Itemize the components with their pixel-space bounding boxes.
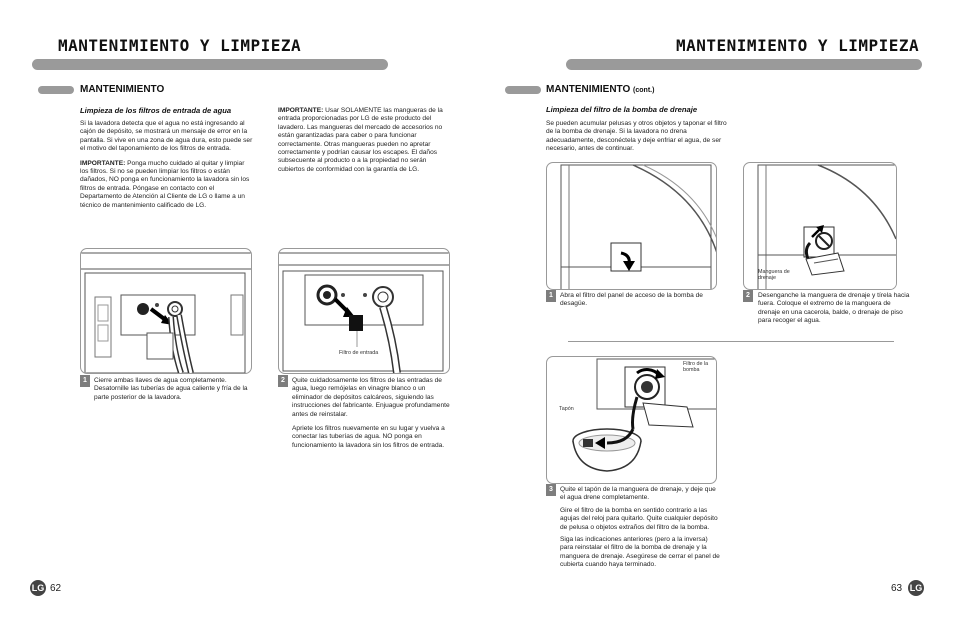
- left-subtitle: Limpieza de los filtros de entrada de agua: [80, 106, 232, 115]
- right-fig3-label-cap: Tapón: [559, 406, 574, 412]
- right-section-text: MANTENIMIENTO: [546, 84, 631, 95]
- figure-pump-filter: [546, 356, 717, 484]
- left-page-title: MANTENIMIENTO Y LIMPIEZA: [58, 36, 302, 55]
- left-column-1: [80, 120, 254, 216]
- right-step-3-text: [560, 486, 720, 576]
- left-step-1-text: Cierre ambas llaves de agua completamente. Desatornille las tuberías de agua caliente y fría de la parte posterior de la lavadora.: [94, 377, 248, 401]
- right-page-number: 63: [891, 583, 903, 594]
- figure-drain-hose: [743, 162, 897, 290]
- left-paragraph-3-text: Usar SOLAMENTE las mangueras de la entrada proporcionadas por LG de este producto del lavadero. Las mangueras del mercado de accesorios no están garantizadas para caber o para funcionar correctamente. Otras mangueras pueden no apretar correctamente y podrían causar los escapes. El daños subsecuente al producto o a la propiedad no serán cubiertos de conformidad con la garantía de LG.: [278, 107, 443, 173]
- left-paragraph-3: [278, 107, 450, 174]
- right-step-2-number: 2: [743, 290, 753, 302]
- washer-back-illustration: [81, 249, 251, 373]
- left-section-marker: [38, 86, 74, 94]
- lg-logo-left: LG: [30, 580, 46, 596]
- right-step-3-para-1: Quite el tapón de la manguera de drenaje, y deje que el agua drene completamente.: [560, 486, 716, 502]
- pump-filter-illustration: [547, 357, 716, 483]
- right-step-2-text: Desenganche la manguera de drenaje y tírela hacia fuera. Coloque el extremo de la manguera de drenaje en una cacerola, balde, o drenaje de piso para recoger el agua.: [758, 292, 910, 325]
- right-section-heading: [546, 84, 654, 95]
- left-column-2: [278, 107, 450, 180]
- right-step-1-text: Abra el filtro del panel de acceso de la bomba de desagüe.: [560, 292, 703, 308]
- figure-access-panel: [546, 162, 717, 290]
- left-important-label-1: IMPORTANTE:: [80, 159, 126, 167]
- right-step-3-number: 3: [546, 484, 556, 496]
- lg-logo-right: LG: [908, 580, 924, 596]
- right-step-3-para-2: Gire el filtro de la bomba en sentido contrario a las agujas del reloj para quitarlo. Quite cualquier depósito de pelusa o objetos extraños del filtro de la bomba.: [560, 506, 718, 531]
- right-page-title: MANTENIMIENTO Y LIMPIEZA: [676, 36, 920, 55]
- right-step-3-para-3: Siga las indicaciones anteriores (pero a la inversa) para reinstalar el filtro de la bomba de drenaje y la manguera de drenaje. Asegúrese de cerrar el panel de cubierta cuando haya terminado.: [560, 536, 720, 569]
- right-paragraph-1: Se pueden acumular pelusas y otros objetos y taponar el filtro de la bomba de drenaje. Si la lavadora no drena adecuadamente, desconéctela y deje enfriar el agua, de ser necesario, antes de continuar.: [546, 120, 727, 153]
- left-section-heading: MANTENIMIENTO: [80, 84, 165, 95]
- access-panel-illustration: [547, 163, 716, 289]
- right-section-marker: [505, 86, 541, 94]
- left-fig2-label: Filtro de entrada: [339, 350, 379, 356]
- left-title-bar: [32, 59, 388, 70]
- left-step-1-number: 1: [80, 375, 90, 387]
- right-fig2-label: Manguera de drenaje: [758, 269, 790, 282]
- left-paragraph-2: [80, 160, 254, 210]
- right-step-1-number: 1: [546, 290, 556, 302]
- left-step-2-number: 2: [278, 375, 288, 387]
- left-important-label-2: IMPORTANTE:: [278, 107, 324, 114]
- left-step-2-para-1: Quite cuidadosamente los filtros de las entradas de agua, luego remójelas en vinagre blanco o un eliminador de depósitos calcáreos, siguiendo las instrucciones del fabricante. Enjuague profundamente antes de reinstalar.: [292, 377, 450, 418]
- figure-inlet-valves: [80, 248, 252, 374]
- left-paragraph-1: Si la lavadora detecta que el agua no está ingresando al cajón de depósito, se mostrará un mensaje de error en la pantalla. Si vive en una zona de agua dura, esto puede ser el motivo del taponamiento de los filtros de entrada.: [80, 120, 253, 153]
- right-section-cont: (cont.): [633, 87, 655, 94]
- left-step-2-para-2: Apriete los filtros nuevamente en su lugar y vuelva a conectar las tuberías de agua. NO ponga en funcionamiento la lavadora sin los filtros de entrada.: [292, 425, 445, 449]
- right-fig3-label-filter: Filtro de la bomba: [683, 361, 709, 374]
- right-title-bar: [566, 59, 922, 70]
- right-divider: [568, 341, 894, 342]
- figure-inlet-filter: [278, 248, 450, 374]
- right-subtitle: Limpieza del filtro de la bomba de drenaje: [546, 105, 698, 114]
- left-paragraph-2-text: Ponga mucho cuidado al quitar y limpiar los filtros. Si no se pueden limpiar los filtros o están dañados, NO ponga en funcionamiento la lavadora sin los filtros de entrada. Póngase en contacto con el Departamento de Atención al Cliente de LG o llame a un técnico de mantenimiento calificado de LG.: [80, 159, 250, 209]
- left-page-number: 62: [50, 583, 62, 594]
- left-step-2-text: [292, 377, 456, 456]
